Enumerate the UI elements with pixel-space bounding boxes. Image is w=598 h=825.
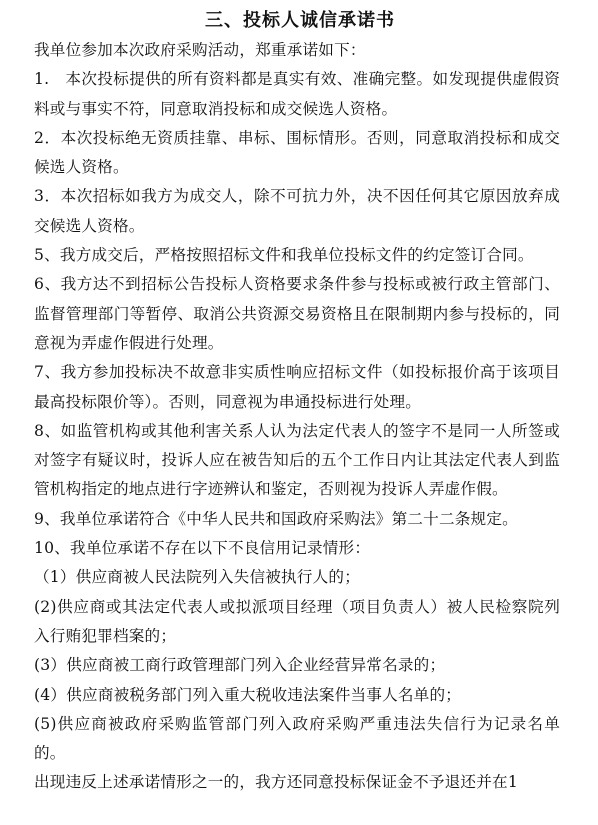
document-title: 三、投标人诚信承诺书	[205, 10, 395, 31]
sub-item-2: (2)供应商或其法定代表人或拟派项目经理（项目负责人）被人民检察院列入行贿犯罪档案的；	[34, 597, 560, 645]
sub-item-1: （1）供应商被人民法院列入失信被执行人的；	[34, 568, 360, 587]
sub-item-3: (3）供应商被工商行政管理部门列入企业经营异常名录的；	[34, 656, 446, 675]
sub-item-5: (5)供应商被政府采购监管部门列入政府采购严重违法失信行为记录名单的。	[34, 714, 560, 763]
sub-item-4: (4）供应商被税务部门列入重大税收违法案件当事人名单的；	[34, 685, 462, 704]
commitment-item-10: 10、我单位承诺不存在以下不良信用记录情形：	[34, 539, 371, 558]
commitment-item-8: 8、如监管机构或其他利害关系人认为法定代表人的签字不是同一人所签或对签字有疑议时，投诉人应在被告知后的五个工作日内让其法定代表人到监管机构指定的地点进行字迹辨认和鉴定，否则视为投诉人弄虚作假。	[34, 421, 560, 499]
commitment-item-1: 1. 本次投标提供的所有资料都是真实有效、准确完整。如发现提供虚假资料或与事实不符，同意取消投标和成交候选人资格。	[34, 70, 560, 118]
commitment-item-6: 6、我方达不到招标公告投标人资格要求条件参与投标或被行政主管部门、监督管理部门等暂停、取消公共资源交易资格且在限制期内参与投标的，同意视为弄虚作假进行处理。	[34, 275, 560, 352]
commitment-item-5: 5、我方成交后，严格按照招标文件和我单位投标文件的约定签订合同。	[34, 246, 534, 265]
commitment-item-9: 9、我单位承诺符合《中华人民共和国政府采购法》第二十二条规定。	[34, 509, 518, 528]
intro-paragraph: 我单位参加本次政府采购活动，郑重承诺如下：	[34, 41, 366, 59]
commitment-item-3: 3．本次招标如我方为成交人，除不可抗力外，决不因任何其它原因放弃成交候选人资格。	[34, 187, 560, 235]
closing-paragraph: 出现违反上述承诺情形之一的，我方还同意投标保证金不予退还并在1	[34, 773, 518, 792]
commitment-item-2: 2．本次投标绝无资质挂靠、串标、围标情形。否则，同意取消投标和成交候选人资格。	[34, 128, 560, 177]
commitment-item-7: 7、我方参加投标决不故意非实质性响应招标文件（如投标报价高于该项目最高投标限价等）。否则，同意视为串通投标进行处理。	[34, 363, 560, 411]
